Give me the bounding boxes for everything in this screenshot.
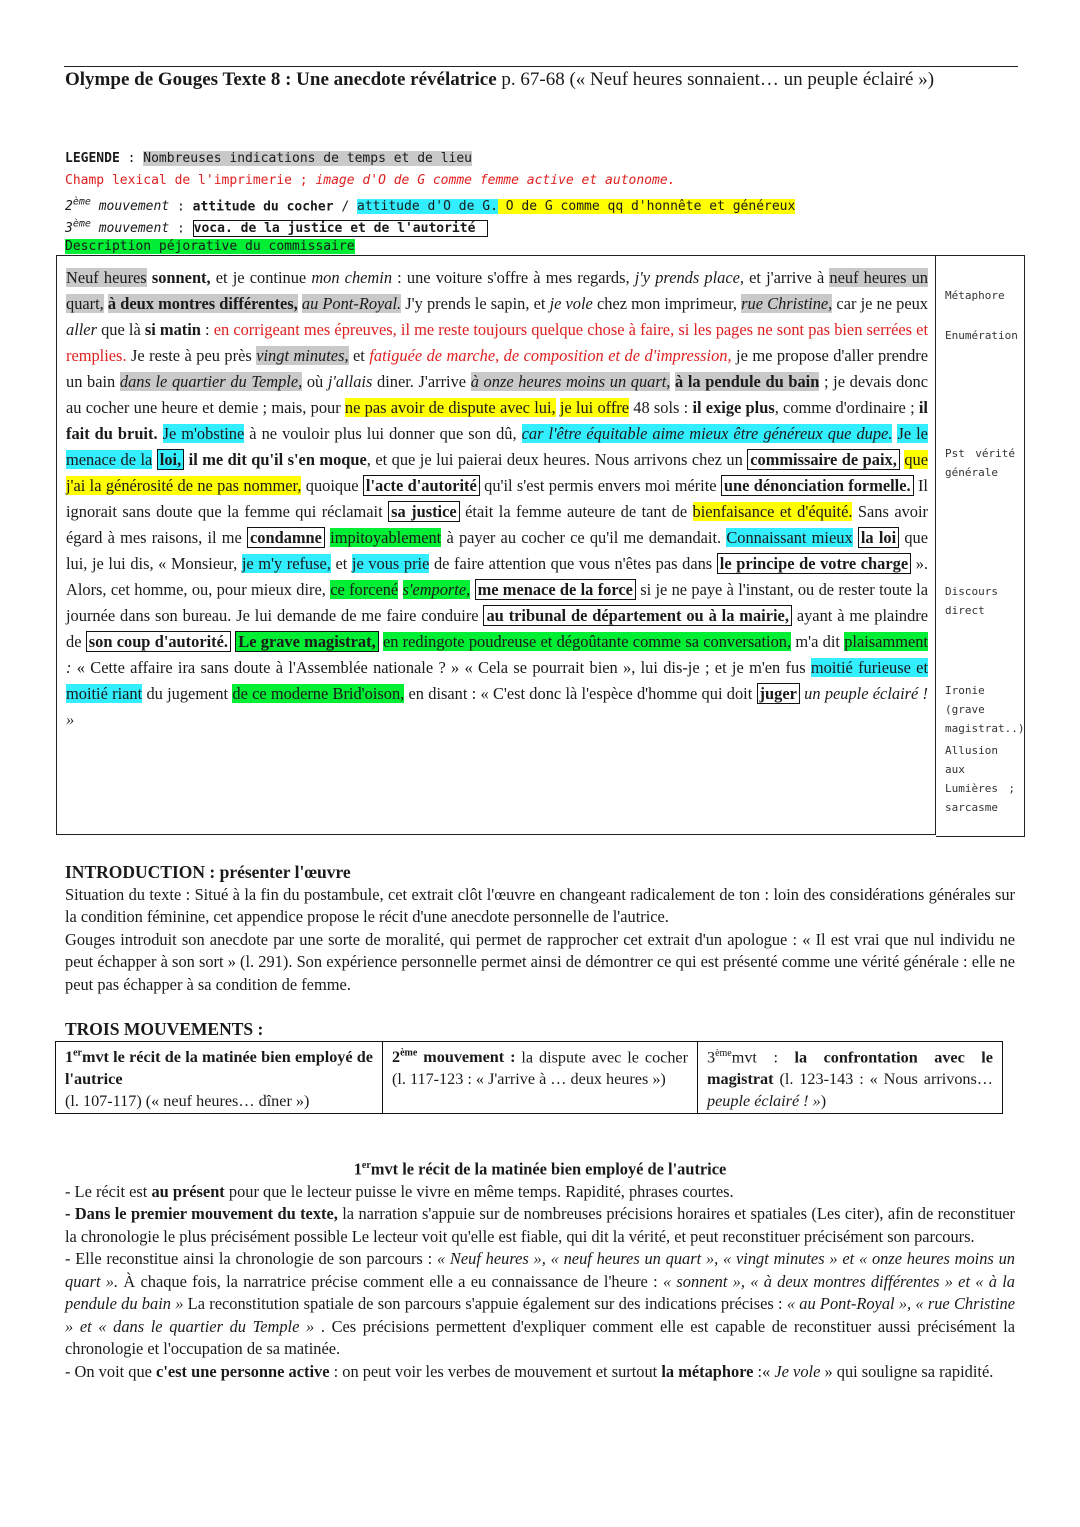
t17: car je ne peux	[832, 294, 928, 313]
legend-num-3: 3	[65, 221, 73, 237]
legend-odg-attitude: attitude d'O de G.	[357, 199, 498, 215]
m1-sup: er	[73, 1048, 82, 1059]
legend-colon-3: :	[169, 221, 193, 237]
t77: de faire attention que vous n'êtes pas dans	[429, 554, 717, 573]
legend-commissaire: Description péjorative du commissaire	[65, 239, 355, 254]
t78: le principe de votre charge	[717, 553, 911, 574]
movement-3-cell	[698, 1042, 1003, 1114]
t22: en corrigeant mes épreuves, il me reste toujours quelque chose à faire, si les pages ne sont pas bien serrées et remplies.	[66, 320, 928, 365]
t1: Neuf heures	[66, 268, 147, 287]
t61: Il ignorait sans doute que la femme qui réclamait	[66, 476, 928, 521]
margin-notes	[936, 255, 1025, 837]
legend-row-third-movement	[65, 214, 795, 236]
fm-b2a: - Dans le premier mouvement du texte,	[65, 1204, 338, 1224]
t20: si matin	[144, 320, 201, 339]
m1-title: mvt le récit de la matinée bien employé de l'autrice	[65, 1048, 373, 1089]
text-extract-box	[56, 255, 936, 835]
note-enumeration: Enumération	[945, 329, 1018, 342]
t24: vingt minutes,	[256, 346, 349, 365]
t43	[158, 424, 163, 443]
fm-b1b: au présent	[151, 1181, 225, 1201]
t86: au tribunal de département ou à la mairie,	[483, 605, 791, 626]
t2: sonnent,	[151, 268, 211, 287]
introduction	[65, 861, 1015, 996]
t69: à payer au cocher ce qu'il me demandait.	[441, 528, 727, 547]
legend-row-time-place	[65, 148, 795, 170]
t104: un peuple éclairé ! »	[66, 684, 928, 729]
t39: 48 sols :	[629, 398, 693, 417]
t15: chez mon imprimeur,	[592, 294, 742, 313]
t29: où	[302, 372, 328, 391]
intro-heading: INTRODUCTION : présenter l'œuvre	[65, 862, 351, 882]
title-main: Olympe de Gouges Texte 8 : Une anecdote révélatrice	[65, 69, 497, 90]
t50: loi,	[157, 449, 184, 470]
first-movement	[65, 1155, 1015, 1383]
fm-b3a: - Elle reconstitue ainsi la chronologie de son parcours :	[65, 1249, 437, 1269]
t100: de ce moderne Brid'oison,	[232, 684, 405, 703]
t21: :	[200, 320, 214, 339]
m3-sup: ème	[715, 1048, 732, 1059]
t83	[470, 580, 474, 599]
fm-b3d: « sonnent », « à deux montres différentes » et « à la pendule du bain »	[65, 1271, 1015, 1314]
t48: Je le menace de la	[66, 424, 928, 469]
m2-sup: ème	[400, 1048, 418, 1059]
legend-justice: voca. de la justice et de l'autorité	[193, 220, 489, 237]
legend-sup-2: ème	[72, 197, 91, 208]
movement-1-cell	[56, 1042, 383, 1114]
note-metaphore: Métaphore	[945, 289, 1005, 302]
t58: l'acte d'autorité	[363, 475, 480, 496]
t97: « Cette affaire ira sans doute à l'Assemblée nationale ? » « Cela se pourrait bien », lui dis-je ; et je m'en fus	[71, 658, 811, 677]
t60: une dénonciation formelle.	[721, 475, 914, 496]
movements-heading-wrap	[65, 1018, 1015, 1041]
m1-lines: (l. 107-117) (« neuf heures… dîner »)	[65, 1092, 310, 1111]
fm-b3f: « au Pont-Royal », « rue Christine » et « dans le quartier du Temple »	[65, 1294, 1015, 1336]
m3-lines: (l. 123-143 : « Nous arrivons…	[773, 1070, 993, 1089]
fm-b3c: À chaque fois, la narratrice précise comment elle a eu connaissance de l'heure :	[118, 1271, 663, 1291]
t18: aller	[66, 320, 97, 339]
t23: Je reste à peu près	[126, 346, 257, 365]
fm-b4b: c'est une personne active	[156, 1361, 330, 1381]
t80: ce forcené	[330, 580, 399, 599]
title-subtitle: p. 67-68 (« Neuf heures sonnaient… un peuple éclairé »)	[496, 69, 935, 90]
t26: fatiguée de marche, de composition et de d'impression,	[369, 346, 732, 365]
fm-b1c: pour que le lecteur puisse le vivre en même temps. Rapidité, phrases courtes.	[224, 1181, 734, 1201]
note-allusion: Allusion aux Lumières ; sarcasme	[945, 744, 1015, 814]
t25: et	[348, 346, 370, 365]
fm-bullet-3	[65, 1248, 1015, 1361]
t62: sa justice	[388, 501, 460, 522]
t102: juger	[757, 683, 800, 704]
note-discours-direct: Discours direct	[945, 585, 998, 617]
m3-num: 3	[707, 1048, 716, 1067]
t93: m'a dit	[791, 632, 845, 651]
t94: plaisamment	[844, 632, 928, 651]
fm-bullet-2	[65, 1203, 1015, 1248]
t14: je vole	[549, 294, 593, 313]
t27: je me propose d'aller prendre un bain	[66, 346, 928, 391]
t90: Le grave magistrat,	[235, 631, 378, 652]
legend-active-woman: image d'O de G comme femme active et autonome.	[315, 173, 676, 188]
fm-bullet-1	[65, 1181, 1015, 1204]
m3-title: la confrontation avec le magistrat	[707, 1048, 993, 1089]
t40: il exige plus	[692, 398, 775, 417]
t92: en redingote poudreuse et dégoûtante comme sa conversation,	[382, 632, 792, 651]
m2-lines: la dispute avec le cocher (l. 117-123 : « J'arrive à … deux heures »)	[392, 1048, 689, 1089]
note-verite-generale: Pst vérité générale	[945, 447, 1015, 479]
t82: s'emporte,	[402, 580, 471, 599]
t70: Connaissant mieux	[726, 528, 853, 547]
fm-b4g: » qui souligne sa rapidité.	[820, 1361, 994, 1381]
t87: ayant à me plaindre de	[66, 606, 929, 651]
m3-quote: peuple éclairé ! »	[707, 1092, 821, 1111]
t35: ; je devais donc au cocher une heure et demie ; mais, pour	[66, 372, 928, 417]
legend-mv-3: mouvement	[90, 221, 170, 237]
t34: à la pendule du bain	[675, 372, 820, 391]
t75: et	[330, 554, 352, 573]
fm-bullet-4	[65, 1361, 1015, 1384]
t64: bienfaisance et d'équité.	[692, 502, 853, 521]
t57: quoique	[301, 476, 363, 495]
movements-table	[55, 1041, 1003, 1114]
t85: si je ne paye à l'instant, ou de rester toute la journée dans son bureau. Je lui demande de me faire conduire	[66, 580, 928, 625]
t52: il me dit qu'il s'en moque	[188, 450, 367, 469]
m3-mvt: mvt :	[731, 1048, 795, 1067]
t84: me menace de la force	[475, 579, 636, 600]
fm-b3b: « Neuf heures », « neuf heures un quart », « vingt minutes » et « onze heures moins un quart ».	[65, 1249, 1015, 1291]
t66: condamne	[247, 527, 325, 548]
fm-b4f: Je vole	[774, 1361, 821, 1381]
t13: J'y prends le sapin, et	[401, 294, 550, 313]
page-title	[65, 68, 1015, 92]
t4: mon chemin	[311, 268, 393, 287]
t56: que j'ai la générosité de ne pas nommer,	[66, 450, 928, 495]
t81	[398, 580, 402, 599]
legend-slash: /	[333, 199, 358, 215]
t72: la loi	[858, 527, 899, 548]
t32: à onze heures moins un quart,	[470, 372, 671, 391]
fm-b4e: :«	[753, 1361, 775, 1381]
t7: et j'arrive à	[743, 268, 830, 287]
fm-b3g: . Ces précisions permettent d'expliquer comment elle est capable de reconstituer aussi précisément la chronologie et l'occupation de sa matinée.	[65, 1316, 1015, 1359]
legend-printing: Champ lexical de l'imprimerie ;	[65, 173, 316, 188]
t30: j'allais	[327, 372, 373, 391]
movements-heading: TROIS MOUVEMENTS :	[65, 1019, 264, 1039]
t42: il fait du bruit.	[66, 398, 928, 443]
t41: , comme d'ordinaire ;	[774, 398, 919, 417]
t36: ne pas avoir de dispute avec lui,	[344, 398, 556, 417]
fm-b3e: La reconstitution spatiale de son parcours s'appuie également sur des indications précises :	[183, 1294, 787, 1314]
m3-end: )	[820, 1092, 827, 1111]
legend-honest: O de G comme qq d'honnête et généreux	[497, 199, 796, 215]
m2-title: mouvement :	[417, 1048, 516, 1067]
m1-num: 1	[65, 1048, 74, 1067]
t63: était la femme auteure de tant de	[459, 502, 693, 521]
t8: neuf heures un quart,	[66, 268, 928, 313]
t101: en disant : « C'est donc là l'espèce d'homme qui doit	[404, 684, 757, 703]
t73: que lui, je lui dis, « Monsieur,	[66, 528, 929, 573]
t53: , et que je lui paierai deux heures. Nous arrivons chez un	[366, 450, 748, 469]
legend-time-place: Nombreuses indications de temps et de lieu	[143, 151, 473, 166]
legend-row-printing	[65, 170, 795, 192]
t88: son coup d'autorité.	[86, 631, 231, 652]
legend-colon-2: :	[169, 199, 193, 215]
t79: ». Alors, cet homme, ou, pour mieux dire,	[66, 554, 929, 599]
t38: je lui offre	[559, 398, 630, 417]
t19: que là	[96, 320, 145, 339]
legend-num-2: 2	[65, 199, 73, 215]
t5: : une voiture s'offre à mes regards,	[392, 268, 635, 287]
t68: impitoyablement	[330, 528, 442, 547]
t59: qu'il s'est permis envers moi mérite	[479, 476, 721, 495]
fm-b2b: la narration s'appuie sur de nombreuses précisions horaires et spatiales (Les citer), afin de reconstituer la chronologie le plus précisément possible Le lecteur voit qu'elle est fiable, qui dit la vérité, et peut reconstituer précisément son parcours.	[65, 1204, 1015, 1246]
top-rule	[64, 66, 1018, 67]
t3: et je continue	[210, 268, 312, 287]
fm-b4c: : on peut voir les verbes de mouvement et surtout	[329, 1361, 662, 1381]
m2-num: 2	[392, 1048, 401, 1067]
t16: rue Christine,	[741, 294, 833, 313]
t45: à ne vouloir plus lui donner que son dû,	[244, 424, 522, 443]
legend-sep: :	[119, 151, 144, 166]
intro-p1: Situation du texte : Situé à la fin du postambule, cet extrait clôt l'œuvre en changeant radicalement de ton : loin des considérations générales sur la condition féminine, cet appendice propose le récit d'une anecdote personnelle de l'autrice.	[65, 884, 1015, 926]
t76: je vous prie	[351, 554, 430, 573]
fm-title: mvt le récit de la matinée bien employé de l'autrice	[370, 1159, 727, 1179]
legend-driver-attitude: attitude du cocher	[192, 199, 334, 215]
legend-mv-2: mouvement	[90, 199, 170, 215]
t44: Je m'obstine	[162, 424, 245, 443]
legend	[65, 148, 795, 258]
legend-label: LEGENDE	[65, 151, 120, 166]
t12: au Pont-Royal.	[301, 294, 402, 313]
t10: à deux montres différentes,	[107, 294, 298, 313]
movement-2-cell	[383, 1042, 698, 1114]
fm-sup: er	[361, 1160, 371, 1171]
fm-b1a: - Le récit est	[65, 1181, 152, 1201]
legend-row-second-movement	[65, 192, 795, 214]
fm-num: 1	[353, 1159, 362, 1179]
t46: car l'être équitable aime mieux être généreux que dupe.	[521, 424, 893, 443]
t98: moitié furieuse et moitié riant	[66, 658, 928, 703]
t99: du jugement	[142, 684, 233, 703]
first-movement-heading	[65, 1155, 1015, 1181]
intro-p2: Gouges introduit son anecdote par une sorte de moralité, qui permet de rapprocher cet extrait d'un apologue : « Il est vrai que nul individu ne peut échapper à son sort » (l. 291). Son expérience personnelle permet ainsi de démontrer ce qui est présenté comme une vérité générale : elle ne peut pas échapper à sa condition de femme.	[65, 929, 1015, 994]
legend-sup-3: ème	[72, 219, 91, 230]
t31: diner. J'arrive	[372, 372, 471, 391]
t96: :	[66, 658, 72, 677]
t6: j'y prends place,	[634, 268, 744, 287]
t65: Sans avoir égard à mes raisons, il me	[66, 502, 929, 547]
fm-b4a: - On voit que	[65, 1361, 157, 1381]
note-ironie: Ironie (grave magistrat..)	[945, 684, 1025, 735]
t54: commissaire de paix,	[747, 449, 900, 470]
fm-b4d: la métaphore	[661, 1361, 754, 1381]
t28: dans le quartier du Temple,	[119, 372, 303, 391]
text-extract	[66, 265, 928, 733]
t74: je m'y refuse,	[241, 554, 331, 573]
